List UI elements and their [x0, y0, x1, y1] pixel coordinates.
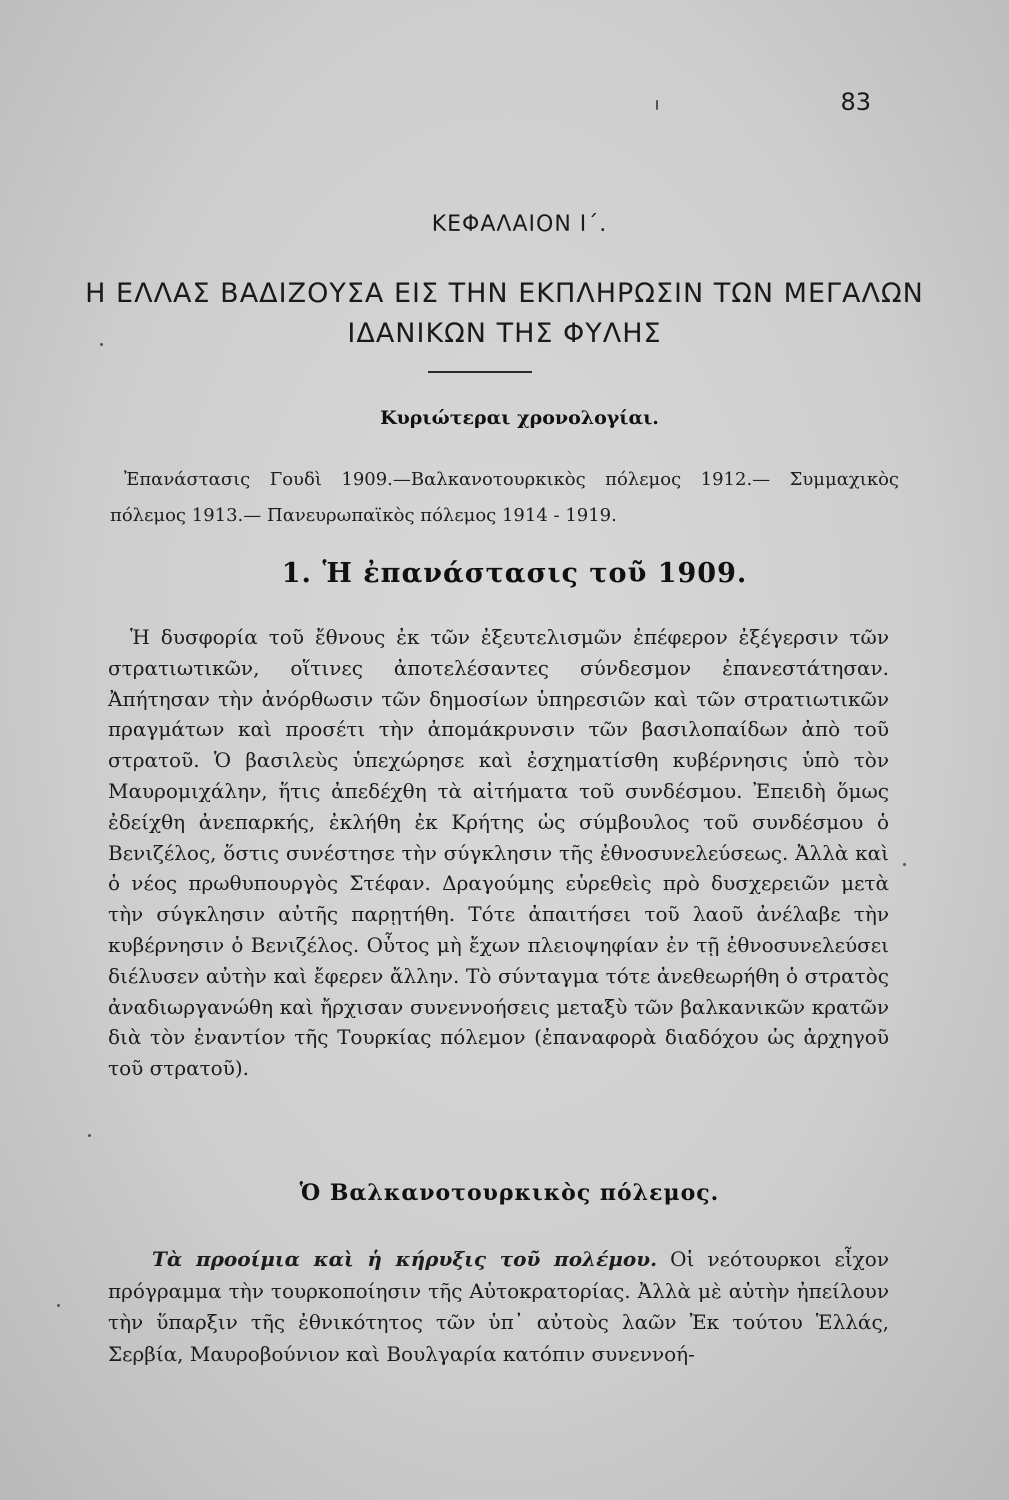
balkan-war-paragraph [108, 1244, 889, 1370]
section-heading-balkan-war: Ὁ Βαλκανοτουρκικὸς πόλεμος. [299, 1180, 720, 1206]
chapter-title: Η ΕΛΛΑΣ ΒΑΔΙΖΟΥΣΑ ΕΙΣ ΤΗΝ ΕΚΠΛΗΡΩΣΙΝ ΤΩΝ ΜΕΓΑΛΩΝ ΙΔΑΝΙΚΩΝ ΤΗΣ ΦΥΛΗΣ [85, 278, 924, 349]
balkan-war-text: Οἱ νεότουρκοι εἶχον πρόγραμμα τὴν τουρκοποίησιν τῆς Αὐτοκρατορίας. Ἀλλὰ μὲ αὐτὴν ἠπείλουν τὴν ὕπαρξιν τῆς ἐθνικότητος τῶν ὑπ᾽ αὐτοὺς λαῶν Ἐκ τούτου Ἑλλάς, Σερβία, Μαυροβούνιον καὶ Βουλγαρία κατόπιν συνεννοή- [108, 1247, 890, 1366]
speck [100, 343, 103, 346]
balkan-war-lead: Τὰ προοίμια καὶ ἡ κήρυξις τοῦ πολέμου. [152, 1247, 658, 1271]
title-divider [428, 371, 532, 373]
chronology-text: Ἐπανάστασις Γουδὶ 1909.—Βαλκανοτουρκικὸς πόλεμος 1912.— Συμμαχικὸς πόλεμος 1913.— Πανευρωπαϊκὸς πόλεμος 1914 - 1919. [110, 469, 899, 526]
chronology-heading: Κυριώτεραι χρονολογίαι. [380, 407, 659, 429]
speck [88, 1134, 91, 1137]
page-number: 83 [840, 88, 871, 116]
chapter-label: ΚΕΦΑΛΑΙΟΝ Ι΄. [431, 212, 608, 237]
speck [656, 100, 658, 110]
speck [903, 863, 906, 866]
revolution-1909-paragraph: Ἡ δυσφορία τοῦ ἔθνους ἐκ τῶν ἐξευτελισμῶν ἐπέφερον ἐξέγερσιν τῶν στρατιωτικῶν, οἵτινες ἀποτελέσαντες σύνδεσμον ἐπανεστάτησαν. Ἀπήτησαν τὴν ἀνόρθωσιν τῶν δημοσίων ὑπηρεσιῶν καὶ τῶν στρατιωτικῶν πραγμάτων καὶ προσέτι τὴν ἀπομάκρυνσιν τῶν βασιλοπαίδων ἀπὸ τοῦ στρατοῦ. Ὁ βασιλεὺς ὑπεχώρησε καὶ ἐσχηματίσθη κυβέρνησις ὑπὸ τὸν Μαυρομιχάλην, ἥτις ἀπεδέχθη τὰ αἰτήματα τοῦ συνδέσμου. Ἐπειδὴ ὅμως ἐδείχθη ἀνεπαρκής, ἐκλήθη ἐκ Κρήτης ὡς σύμβουλος τοῦ συνδέσμου ὁ Βενιζέλος, ὅστις συνέστησε τὴν σύγκλησιν τῆς ἐθνοσυνελεύσεως. Ἀλλὰ καὶ ὁ νέος πρωθυπουργὸς Στέφαν. Δραγούμης εὑρεθεὶς πρὸ δυσχερειῶν μετὰ τὴν σύγκλησιν αὐτῆς παρῃτήθη. Τότε ἀπαιτήσει τοῦ λαοῦ ἀνέλαβε τὴν κυβέρνησιν ὁ Βενιζέλος. Οὗτος μὴ ἔχων πλειοψηφίαν ἐν τῇ ἐθνοσυνελεύσει διέλυσεν αὐτὴν καὶ ἔφερεν ἄλλην. Τὸ σύνταγμα τότε ἀνεθεωρήθη ὁ στρατὸς ἀναδιωργανώθη καὶ ἤρχισαν συνεννοήσεις μεταξὺ τῶν βαλκανικῶν κρατῶν διὰ τὸν ἐναντίον τῆς Τουρκίας πόλεμον (ἐπαναφορὰ διαδόχου ὡς ἀρχηγοῦ τοῦ στρατοῦ). [108, 625, 889, 1081]
speck [57, 1304, 60, 1307]
section-heading-revolution-1909: 1. Ἡ ἐπανάστασις τοῦ 1909. [281, 558, 748, 589]
